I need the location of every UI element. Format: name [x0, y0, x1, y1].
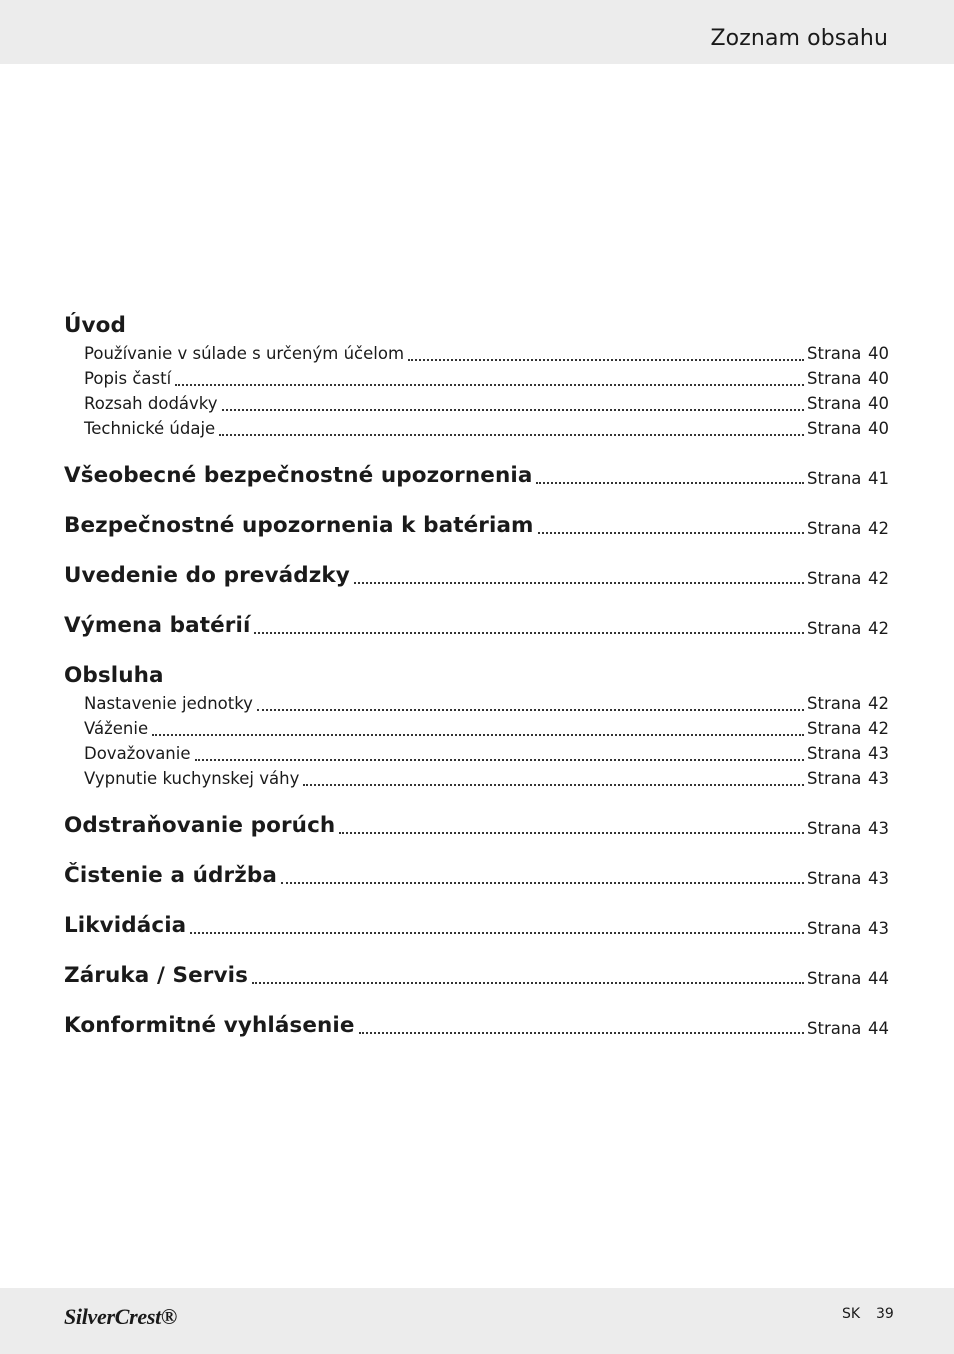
toc-item[interactable] — [64, 392, 889, 417]
dot-leader — [222, 409, 804, 411]
toc-section-title: Úvod — [64, 312, 127, 338]
dot-leader — [339, 832, 804, 834]
toc-page-number: 42 — [868, 518, 889, 538]
toc-page-number: 42 — [868, 719, 889, 739]
dot-leader — [536, 482, 804, 484]
toc-item-title: Rozsah dodávky — [84, 394, 218, 414]
footer-page-number: 39 — [876, 1306, 894, 1322]
strana-label: Strana — [807, 868, 862, 888]
toc-section-row[interactable] — [64, 442, 889, 492]
strana-label: Strana — [807, 719, 862, 739]
toc-section-title: Čistenie a údržba — [64, 862, 277, 888]
toc-item-title: Vypnutie kuchynskej váhy — [84, 769, 300, 789]
toc-item-title: Nastavenie jednotky — [84, 694, 253, 714]
dot-leader — [303, 784, 804, 786]
strana-label: Strana — [807, 568, 862, 588]
toc-section-title: Obsluha — [64, 662, 164, 688]
toc-page-number: 42 — [868, 618, 889, 638]
footer-language: SK — [842, 1306, 861, 1322]
toc-section-row[interactable] — [64, 942, 889, 992]
toc-section-title: Konformitné vyhlásenie — [64, 1012, 355, 1038]
toc-page-number: 42 — [868, 694, 889, 714]
dot-leader — [190, 932, 804, 934]
strana-label: Strana — [807, 744, 862, 764]
toc-page-number: 43 — [868, 818, 889, 838]
toc-item[interactable] — [64, 717, 889, 742]
brand-logo: SilverCrest® — [64, 1304, 178, 1329]
dot-leader — [254, 632, 804, 634]
toc-page-number: 41 — [868, 468, 889, 488]
toc-section-row[interactable] — [64, 592, 889, 642]
dot-leader — [538, 532, 804, 534]
toc-page-number: 44 — [868, 968, 889, 988]
dot-leader — [152, 734, 804, 736]
toc-page-number: 40 — [868, 394, 889, 414]
dot-leader — [408, 359, 804, 361]
toc-item[interactable] — [64, 417, 889, 442]
strana-label: Strana — [807, 344, 862, 364]
toc-item[interactable] — [64, 367, 889, 392]
strana-label: Strana — [807, 369, 862, 389]
toc-page-number: 43 — [868, 744, 889, 764]
toc-section-uvod — [64, 312, 889, 442]
toc-item[interactable] — [64, 342, 889, 367]
toc-section-title: Odstraňovanie porúch — [64, 812, 336, 838]
header-band — [0, 0, 954, 64]
toc-item-title: Popis častí — [84, 369, 172, 389]
strana-label: Strana — [807, 769, 862, 789]
dot-leader — [219, 434, 804, 436]
toc-section-title: Bezpečnostné upozornenia k batériam — [64, 512, 534, 538]
toc-page-number: 43 — [868, 918, 889, 938]
dot-leader — [354, 582, 804, 584]
toc-section-row[interactable] — [64, 542, 889, 592]
toc-section-row[interactable] — [64, 492, 889, 542]
toc-item-title: Technické údaje — [84, 419, 216, 439]
toc-item[interactable] — [64, 742, 889, 767]
table-of-contents — [64, 312, 889, 1042]
toc-section-row[interactable] — [64, 992, 889, 1042]
dot-leader — [281, 882, 804, 884]
toc-heading-row — [64, 312, 889, 342]
strana-label: Strana — [807, 419, 862, 439]
dot-leader — [359, 1032, 804, 1034]
toc-section-title: Likvidácia — [64, 912, 187, 938]
strana-label: Strana — [807, 818, 862, 838]
strana-label: Strana — [807, 918, 862, 938]
toc-item[interactable] — [64, 767, 889, 792]
toc-section-title: Výmena batérií — [64, 612, 251, 638]
toc-section-title: Záruka / Servis — [64, 962, 248, 988]
dot-leader — [175, 384, 804, 386]
toc-section-title: Všeobecné bezpečnostné upozornenia — [64, 462, 533, 488]
toc-page-number: 40 — [868, 344, 889, 364]
toc-item-title: Váženie — [84, 719, 149, 739]
strana-label: Strana — [807, 968, 862, 988]
strana-label: Strana — [807, 468, 862, 488]
page-title: Zoznam obsahu — [710, 26, 888, 51]
toc-section-row[interactable] — [64, 792, 889, 842]
dot-leader — [252, 982, 804, 984]
toc-page-number: 40 — [868, 419, 889, 439]
toc-page-number: 40 — [868, 369, 889, 389]
toc-item[interactable] — [64, 692, 889, 717]
toc-heading-row — [64, 642, 889, 692]
toc-item-title: Dovažovanie — [84, 744, 191, 764]
toc-item-title: Používanie v súlade s určeným účelom — [84, 344, 405, 364]
toc-page-number: 44 — [868, 1018, 889, 1038]
dot-leader — [257, 709, 804, 711]
strana-label: Strana — [807, 694, 862, 714]
strana-label: Strana — [807, 618, 862, 638]
toc-section-obsluha — [64, 642, 889, 792]
strana-label: Strana — [807, 394, 862, 414]
strana-label: Strana — [807, 518, 862, 538]
strana-label: Strana — [807, 1018, 862, 1038]
dot-leader — [195, 759, 804, 761]
toc-section-row[interactable] — [64, 842, 889, 892]
toc-section-row[interactable] — [64, 892, 889, 942]
toc-page-number: 42 — [868, 568, 889, 588]
toc-page-number: 43 — [868, 868, 889, 888]
toc-page-number: 43 — [868, 769, 889, 789]
toc-section-title: Uvedenie do prevádzky — [64, 562, 350, 588]
